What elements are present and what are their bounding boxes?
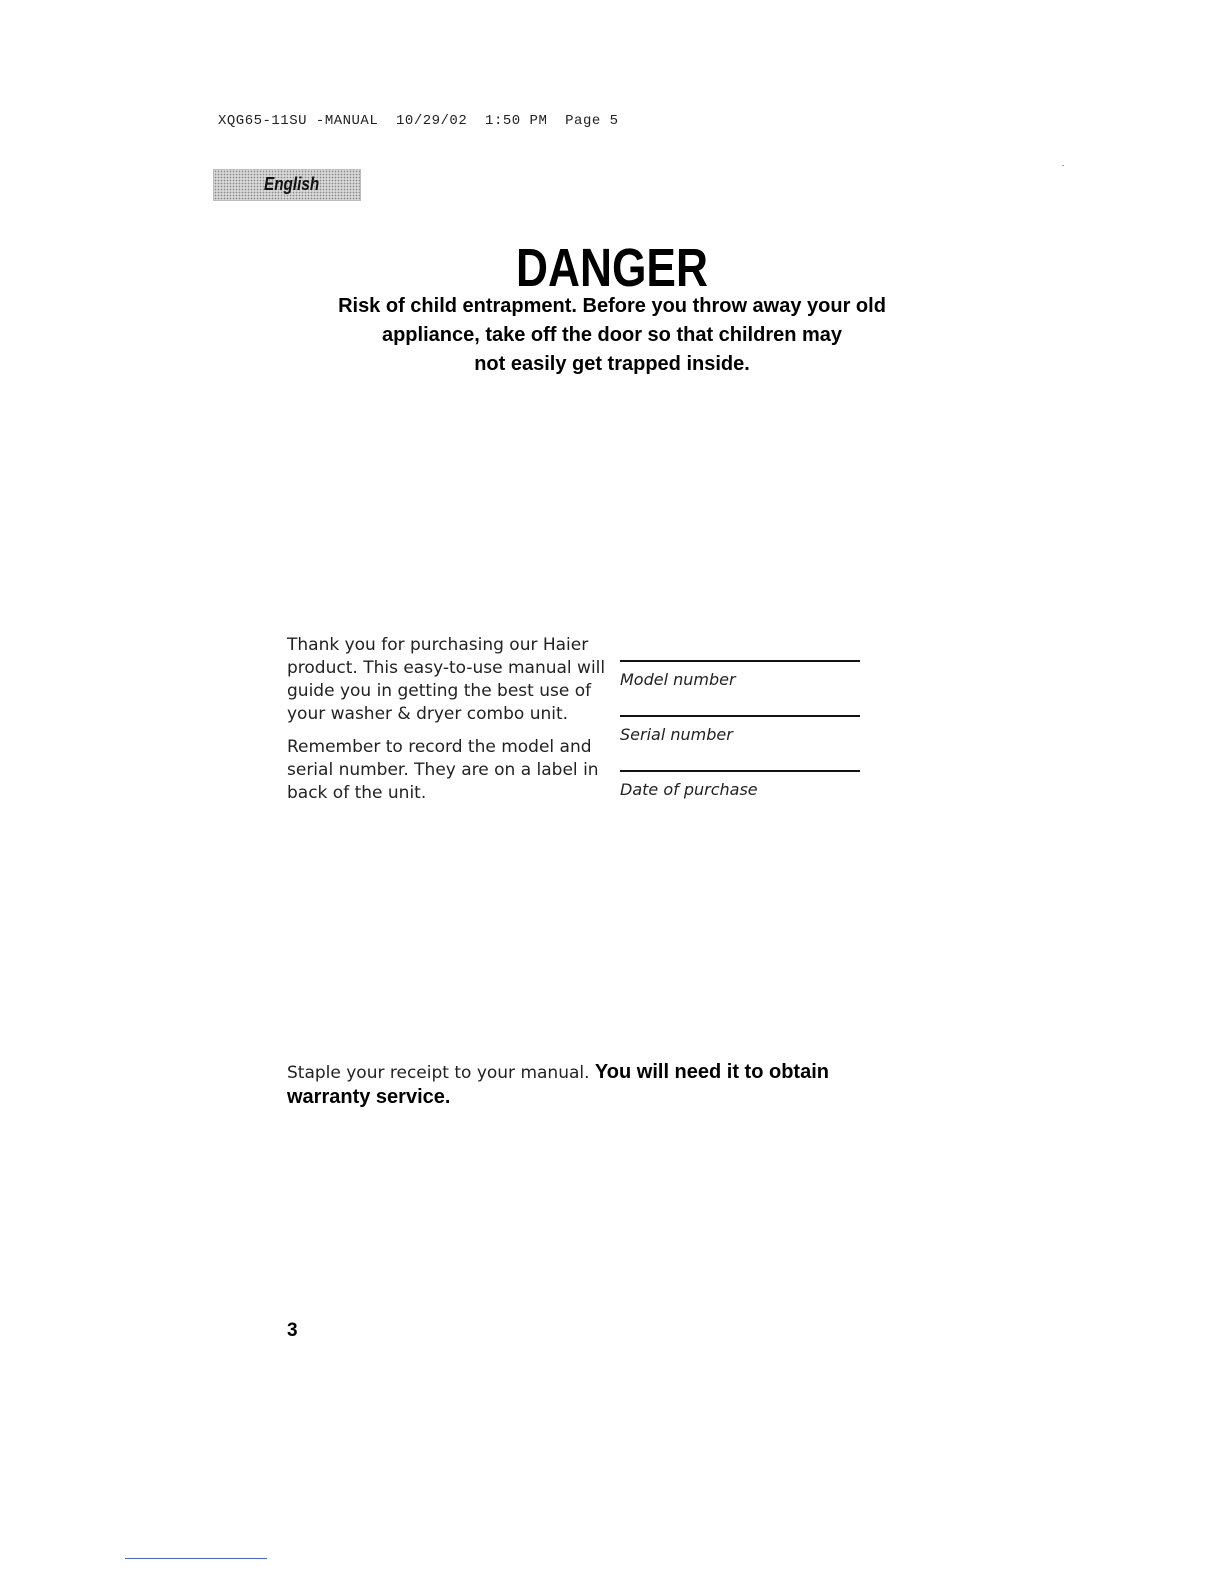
danger-line: not easily get trapped inside. — [474, 353, 750, 375]
record-fields — [620, 660, 860, 825]
footer-divider — [125, 1558, 267, 1559]
danger-line: appliance, take off the door so that children may — [381, 324, 843, 346]
intro-line: guide you in getting the best use of — [287, 681, 592, 701]
intro-line: serial number. They are on a label in — [287, 760, 599, 780]
intro-line: Thank you for purchasing our Haier — [287, 635, 589, 655]
date-of-purchase-field — [620, 770, 860, 825]
language-tab — [213, 169, 361, 201]
danger-warning-text — [280, 292, 944, 379]
date-of-purchase-label: Date of purchase — [620, 780, 758, 799]
intro-line: product. This easy-to-use manual will — [287, 658, 606, 678]
serial-number-field — [620, 715, 860, 770]
receipt-warranty-note: You will need it to obtain warranty service. — [287, 1061, 829, 1108]
serial-number-label: Serial number — [620, 725, 733, 744]
intro-line: your washer & dryer combo unit. — [287, 704, 569, 724]
receipt-instruction: Staple your receipt to your manual. — [287, 1063, 595, 1083]
corner-mark — [1062, 165, 1064, 166]
language-tab-label: English — [264, 174, 320, 194]
thank-you-paragraph — [287, 634, 607, 726]
intro-line: back of the unit. — [287, 783, 427, 803]
model-number-label: Model number — [620, 670, 736, 689]
print-slug: XQG65-11SU -MANUAL 10/29/02 1:50 PM Page 5 — [218, 113, 619, 129]
intro-text — [287, 634, 607, 805]
danger-heading: DANGER — [516, 238, 708, 298]
model-number-field — [620, 660, 860, 715]
danger-line: Risk of child entrapment. Before you throw away your old — [338, 295, 886, 317]
intro-line: Remember to record the model and — [287, 737, 592, 757]
receipt-note — [287, 1060, 907, 1110]
page-number: 3 — [287, 1320, 298, 1341]
record-reminder-paragraph — [287, 736, 607, 805]
